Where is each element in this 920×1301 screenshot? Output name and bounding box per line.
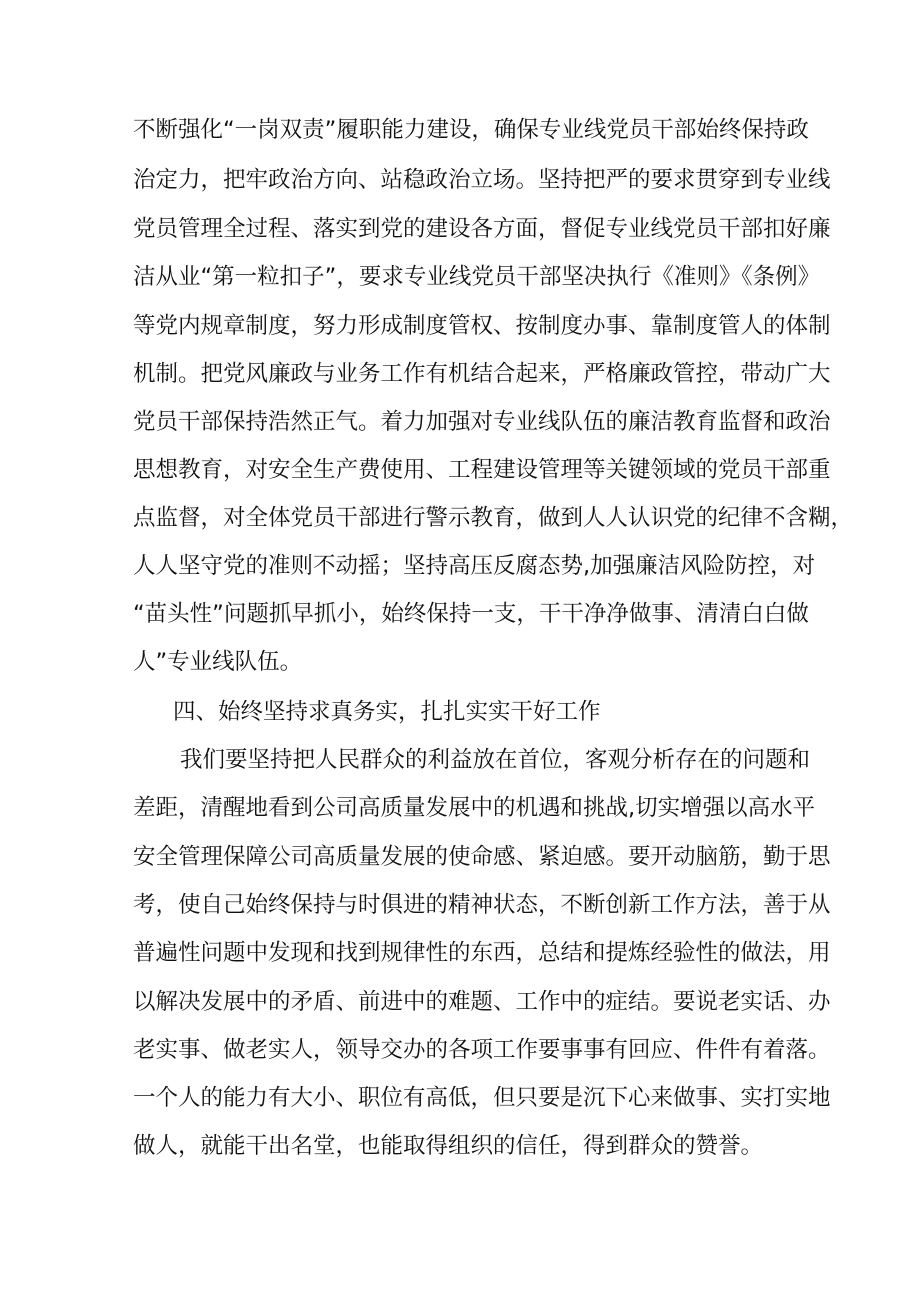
paragraph-line: 老实事、做老实人，领导交办的各项工作要事事有回应、件件有着落。 — [133, 1037, 831, 1063]
paragraph-line: 做人，就能干出名堂，也能取得组织的信任，得到群众的赞誉。 — [133, 1133, 764, 1159]
paragraph-line: 一个人的能力有大小、职位有高低，但只要是沉下心来做事、实打实地 — [133, 1085, 831, 1111]
paragraph-line: 机制。把党风廉政与业务工作有机结合起来，严格廉政管控，带动广大 — [133, 361, 831, 387]
paragraph-line: 等党内规章制度，努力形成制度管权、按制度办事、靠制度管人的体制 — [133, 313, 831, 339]
paragraph-line: 洁从业“第一粒扣子”，要求专业线党员干部坚决执行《准则》《条例》 — [133, 264, 821, 290]
paragraph-line: 不断强化“一岗双责”履职能力建设，确保专业线党员干部始终保持政 — [133, 117, 809, 143]
paragraph-line: 人”专业线队伍。 — [133, 649, 303, 675]
paragraph-line: 以解决发展中的矛盾、前进中的难题、工作中的症结。要说老实话、办 — [133, 989, 831, 1015]
paragraph-line: 普遍性问题中发现和找到规律性的东西，总结和提炼经验性的做法，用 — [133, 940, 831, 966]
paragraph-line: 我们要坚持把人民群众的利益放在首位，客观分析存在的问题和 — [180, 747, 811, 773]
paragraph-line: 治定力，把牢政治方向、站稳政治立场。坚持把严的要求贯穿到专业线 — [133, 167, 831, 193]
section-heading: 四、始终坚持求真务实，扎扎实实干好工作 — [173, 699, 601, 725]
paragraph-line: 党员管理全过程、落实到党的建设各方面，督促专业线党员干部扣好廉 — [133, 216, 831, 242]
paragraph-line: 差距，清醒地看到公司高质量发展中的机遇和挑战,切实增强以高水平 — [133, 795, 816, 821]
paragraph-line: 党员干部保持浩然正气。着力加强对专业线队伍的廉洁教育监督和政治 — [133, 409, 831, 435]
paragraph-line: 点监督，对全体党员干部进行警示教育，做到人人认识党的纪律不含糊， — [133, 505, 854, 531]
paragraph-line: 人人坚守党的准则不动摇；坚持高压反腐态势,加强廉洁风险防控，对 — [133, 553, 816, 579]
paragraph-line: 思想教育，对安全生产费使用、工程建设管理等关键领域的党员干部重 — [133, 457, 831, 483]
paragraph-line: 安全管理保障公司高质量发展的使命感、紧迫感。要开动脑筋，勤于思 — [133, 844, 831, 870]
paragraph-line: 考，使自己始终保持与时俱进的精神状态，不断创新工作方法，善于从 — [133, 892, 831, 918]
paragraph-line: “苗头性”问题抓早抓小，始终保持一支，干干净净做事、清清白白做 — [133, 601, 809, 627]
